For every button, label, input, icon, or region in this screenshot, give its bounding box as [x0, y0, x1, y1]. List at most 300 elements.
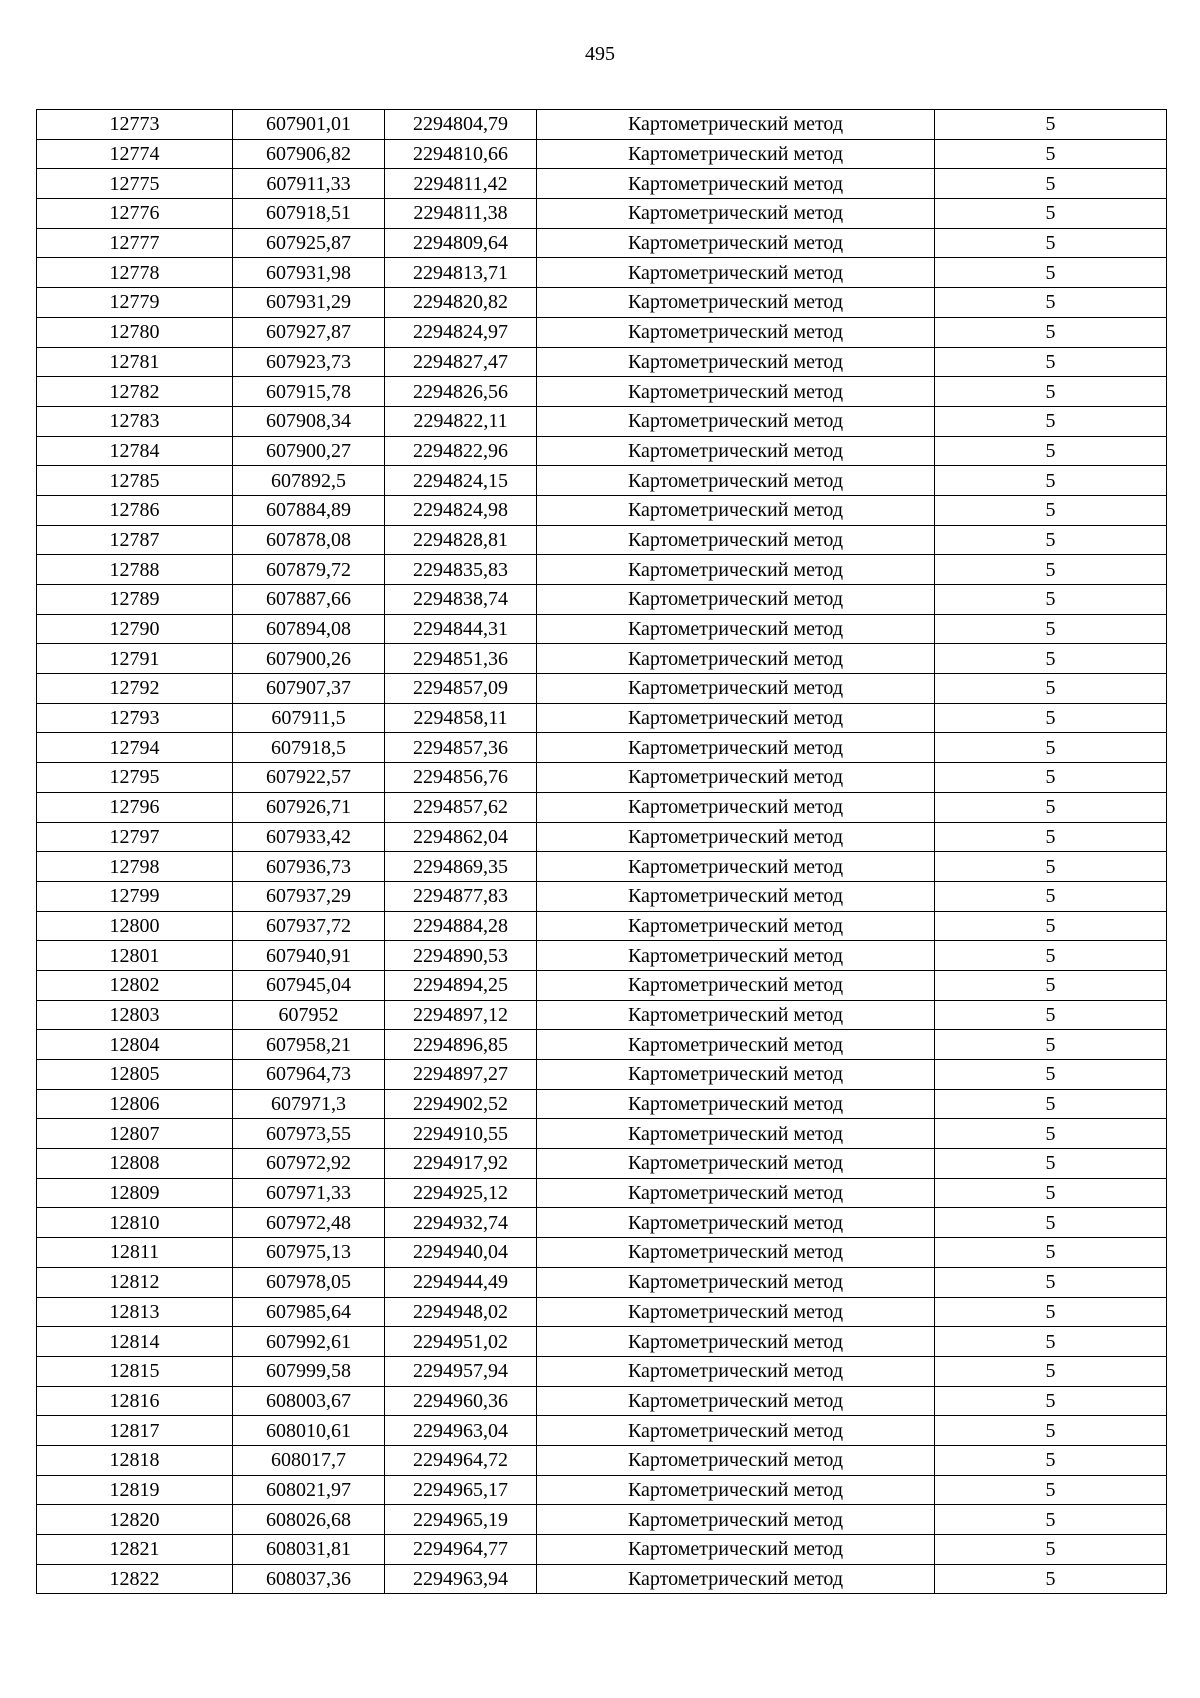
x-coordinate-cell: 607906,82 — [233, 139, 385, 169]
y-coordinate-cell: 2294951,02 — [385, 1327, 537, 1357]
x-coordinate-cell: 607992,61 — [233, 1327, 385, 1357]
x-coordinate-cell: 607958,21 — [233, 1030, 385, 1060]
x-coordinate-cell: 607884,89 — [233, 495, 385, 525]
point-number-cell: 12820 — [37, 1505, 233, 1535]
x-coordinate-cell: 607940,91 — [233, 941, 385, 971]
point-number-cell: 12778 — [37, 258, 233, 288]
x-coordinate-cell: 607971,33 — [233, 1178, 385, 1208]
accuracy-cell: 5 — [935, 317, 1167, 347]
method-cell: Картометрический метод — [537, 1089, 935, 1119]
table-row — [37, 1416, 1167, 1446]
table-row — [37, 1297, 1167, 1327]
y-coordinate-cell: 2294824,97 — [385, 317, 537, 347]
coordinates-table — [36, 109, 1167, 1594]
y-coordinate-cell: 2294963,94 — [385, 1564, 537, 1594]
table-row — [37, 1505, 1167, 1535]
table-row — [37, 1030, 1167, 1060]
y-coordinate-cell: 2294869,35 — [385, 852, 537, 882]
method-cell: Картометрический метод — [537, 1445, 935, 1475]
y-coordinate-cell: 2294932,74 — [385, 1208, 537, 1238]
y-coordinate-cell: 2294827,47 — [385, 347, 537, 377]
x-coordinate-cell: 607971,3 — [233, 1089, 385, 1119]
x-coordinate-cell: 607973,55 — [233, 1119, 385, 1149]
point-number-cell: 12811 — [37, 1238, 233, 1268]
accuracy-cell: 5 — [935, 1178, 1167, 1208]
method-cell: Картометрический метод — [537, 199, 935, 229]
accuracy-cell: 5 — [935, 436, 1167, 466]
x-coordinate-cell: 607878,08 — [233, 525, 385, 555]
y-coordinate-cell: 2294826,56 — [385, 377, 537, 407]
point-number-cell: 12790 — [37, 614, 233, 644]
x-coordinate-cell: 607879,72 — [233, 555, 385, 585]
method-cell: Картометрический метод — [537, 644, 935, 674]
point-number-cell: 12781 — [37, 347, 233, 377]
y-coordinate-cell: 2294890,53 — [385, 941, 537, 971]
table-row — [37, 110, 1167, 140]
accuracy-cell: 5 — [935, 1030, 1167, 1060]
y-coordinate-cell: 2294809,64 — [385, 228, 537, 258]
x-coordinate-cell: 608021,97 — [233, 1475, 385, 1505]
y-coordinate-cell: 2294822,96 — [385, 436, 537, 466]
table-row — [37, 1089, 1167, 1119]
table-row — [37, 881, 1167, 911]
table-row — [37, 1356, 1167, 1386]
table-row — [37, 1535, 1167, 1565]
x-coordinate-cell: 607926,71 — [233, 792, 385, 822]
method-cell: Картометрический метод — [537, 1535, 935, 1565]
point-number-cell: 12807 — [37, 1119, 233, 1149]
accuracy-cell: 5 — [935, 377, 1167, 407]
method-cell: Картометрический метод — [537, 1564, 935, 1594]
table-row — [37, 1445, 1167, 1475]
accuracy-cell: 5 — [935, 585, 1167, 615]
method-cell: Картометрический метод — [537, 1060, 935, 1090]
y-coordinate-cell: 2294957,94 — [385, 1356, 537, 1386]
accuracy-cell: 5 — [935, 525, 1167, 555]
table-row — [37, 1267, 1167, 1297]
table-row — [37, 970, 1167, 1000]
x-coordinate-cell: 607985,64 — [233, 1297, 385, 1327]
point-number-cell: 12788 — [37, 555, 233, 585]
y-coordinate-cell: 2294810,66 — [385, 139, 537, 169]
y-coordinate-cell: 2294804,79 — [385, 110, 537, 140]
accuracy-cell: 5 — [935, 1149, 1167, 1179]
y-coordinate-cell: 2294964,77 — [385, 1535, 537, 1565]
accuracy-cell: 5 — [935, 1208, 1167, 1238]
method-cell: Картометрический метод — [537, 852, 935, 882]
accuracy-cell: 5 — [935, 792, 1167, 822]
table-row — [37, 1119, 1167, 1149]
x-coordinate-cell: 607918,5 — [233, 733, 385, 763]
table-row — [37, 1000, 1167, 1030]
point-number-cell: 12793 — [37, 703, 233, 733]
accuracy-cell: 5 — [935, 881, 1167, 911]
point-number-cell: 12782 — [37, 377, 233, 407]
method-cell: Картометрический метод — [537, 881, 935, 911]
x-coordinate-cell: 607931,98 — [233, 258, 385, 288]
method-cell: Картометрический метод — [537, 674, 935, 704]
point-number-cell: 12779 — [37, 288, 233, 318]
method-cell: Картометрический метод — [537, 1475, 935, 1505]
table-row — [37, 1564, 1167, 1594]
x-coordinate-cell: 607911,5 — [233, 703, 385, 733]
accuracy-cell: 5 — [935, 495, 1167, 525]
point-number-cell: 12815 — [37, 1356, 233, 1386]
x-coordinate-cell: 607911,33 — [233, 169, 385, 199]
point-number-cell: 12814 — [37, 1327, 233, 1357]
accuracy-cell: 5 — [935, 1238, 1167, 1268]
y-coordinate-cell: 2294897,27 — [385, 1060, 537, 1090]
point-number-cell: 12818 — [37, 1445, 233, 1475]
x-coordinate-cell: 608010,61 — [233, 1416, 385, 1446]
method-cell: Картометрический метод — [537, 1297, 935, 1327]
method-cell: Картометрический метод — [537, 288, 935, 318]
point-number-cell: 12791 — [37, 644, 233, 674]
x-coordinate-cell: 607972,92 — [233, 1149, 385, 1179]
method-cell: Картометрический метод — [537, 703, 935, 733]
x-coordinate-cell: 608031,81 — [233, 1535, 385, 1565]
table-row — [37, 1060, 1167, 1090]
point-number-cell: 12810 — [37, 1208, 233, 1238]
x-coordinate-cell: 607923,73 — [233, 347, 385, 377]
accuracy-cell: 5 — [935, 466, 1167, 496]
table-row — [37, 792, 1167, 822]
point-number-cell: 12780 — [37, 317, 233, 347]
accuracy-cell: 5 — [935, 258, 1167, 288]
method-cell: Картометрический метод — [537, 1030, 935, 1060]
accuracy-cell: 5 — [935, 1297, 1167, 1327]
x-coordinate-cell: 608037,36 — [233, 1564, 385, 1594]
y-coordinate-cell: 2294964,72 — [385, 1445, 537, 1475]
table-row — [37, 941, 1167, 971]
x-coordinate-cell: 608017,7 — [233, 1445, 385, 1475]
accuracy-cell: 5 — [935, 941, 1167, 971]
table-row — [37, 585, 1167, 615]
y-coordinate-cell: 2294940,04 — [385, 1238, 537, 1268]
x-coordinate-cell: 607907,37 — [233, 674, 385, 704]
x-coordinate-cell: 607931,29 — [233, 288, 385, 318]
table-row — [37, 555, 1167, 585]
y-coordinate-cell: 2294857,36 — [385, 733, 537, 763]
table-row — [37, 317, 1167, 347]
method-cell: Картометрический метод — [537, 139, 935, 169]
table-row — [37, 1149, 1167, 1179]
method-cell: Картометрический метод — [537, 1327, 935, 1357]
x-coordinate-cell: 607937,72 — [233, 911, 385, 941]
accuracy-cell: 5 — [935, 674, 1167, 704]
method-cell: Картометрический метод — [537, 585, 935, 615]
method-cell: Картометрический метод — [537, 466, 935, 496]
method-cell: Картометрический метод — [537, 228, 935, 258]
point-number-cell: 12798 — [37, 852, 233, 882]
y-coordinate-cell: 2294902,52 — [385, 1089, 537, 1119]
x-coordinate-cell: 607894,08 — [233, 614, 385, 644]
table-row — [37, 495, 1167, 525]
x-coordinate-cell: 607999,58 — [233, 1356, 385, 1386]
point-number-cell: 12786 — [37, 495, 233, 525]
point-number-cell: 12794 — [37, 733, 233, 763]
table-row — [37, 436, 1167, 466]
y-coordinate-cell: 2294944,49 — [385, 1267, 537, 1297]
point-number-cell: 12803 — [37, 1000, 233, 1030]
accuracy-cell: 5 — [935, 733, 1167, 763]
x-coordinate-cell: 607952 — [233, 1000, 385, 1030]
accuracy-cell: 5 — [935, 1475, 1167, 1505]
accuracy-cell: 5 — [935, 614, 1167, 644]
y-coordinate-cell: 2294963,04 — [385, 1416, 537, 1446]
page-number: 495 — [585, 43, 615, 65]
method-cell: Картометрический метод — [537, 555, 935, 585]
point-number-cell: 12799 — [37, 881, 233, 911]
table-row — [37, 644, 1167, 674]
point-number-cell: 12805 — [37, 1060, 233, 1090]
point-number-cell: 12774 — [37, 139, 233, 169]
x-coordinate-cell: 607972,48 — [233, 1208, 385, 1238]
y-coordinate-cell: 2294851,36 — [385, 644, 537, 674]
method-cell: Картометрический метод — [537, 1178, 935, 1208]
x-coordinate-cell: 607915,78 — [233, 377, 385, 407]
method-cell: Картометрический метод — [537, 1267, 935, 1297]
y-coordinate-cell: 2294857,62 — [385, 792, 537, 822]
method-cell: Картометрический метод — [537, 1208, 935, 1238]
table-row — [37, 139, 1167, 169]
x-coordinate-cell: 607887,66 — [233, 585, 385, 615]
point-number-cell: 12796 — [37, 792, 233, 822]
table-row — [37, 377, 1167, 407]
y-coordinate-cell: 2294884,28 — [385, 911, 537, 941]
x-coordinate-cell: 607937,29 — [233, 881, 385, 911]
method-cell: Картометрический метод — [537, 1238, 935, 1268]
x-coordinate-cell: 607975,13 — [233, 1238, 385, 1268]
point-number-cell: 12802 — [37, 970, 233, 1000]
x-coordinate-cell: 607945,04 — [233, 970, 385, 1000]
y-coordinate-cell: 2294813,71 — [385, 258, 537, 288]
x-coordinate-cell: 607927,87 — [233, 317, 385, 347]
point-number-cell: 12819 — [37, 1475, 233, 1505]
y-coordinate-cell: 2294835,83 — [385, 555, 537, 585]
accuracy-cell: 5 — [935, 555, 1167, 585]
accuracy-cell: 5 — [935, 1445, 1167, 1475]
accuracy-cell: 5 — [935, 1267, 1167, 1297]
method-cell: Картометрический метод — [537, 792, 935, 822]
x-coordinate-cell: 607964,73 — [233, 1060, 385, 1090]
method-cell: Картометрический метод — [537, 495, 935, 525]
table-row — [37, 614, 1167, 644]
x-coordinate-cell: 607978,05 — [233, 1267, 385, 1297]
point-number-cell: 12800 — [37, 911, 233, 941]
accuracy-cell: 5 — [935, 703, 1167, 733]
accuracy-cell: 5 — [935, 852, 1167, 882]
table-row — [37, 1238, 1167, 1268]
table-row — [37, 406, 1167, 436]
accuracy-cell: 5 — [935, 288, 1167, 318]
accuracy-cell: 5 — [935, 110, 1167, 140]
point-number-cell: 12822 — [37, 1564, 233, 1594]
y-coordinate-cell: 2294838,74 — [385, 585, 537, 615]
accuracy-cell: 5 — [935, 1089, 1167, 1119]
x-coordinate-cell: 607918,51 — [233, 199, 385, 229]
method-cell: Картометрический метод — [537, 1356, 935, 1386]
method-cell: Картометрический метод — [537, 110, 935, 140]
x-coordinate-cell: 608026,68 — [233, 1505, 385, 1535]
method-cell: Картометрический метод — [537, 822, 935, 852]
method-cell: Картометрический метод — [537, 406, 935, 436]
accuracy-cell: 5 — [935, 139, 1167, 169]
y-coordinate-cell: 2294960,36 — [385, 1386, 537, 1416]
table-row — [37, 822, 1167, 852]
point-number-cell: 12784 — [37, 436, 233, 466]
coordinates-table-body — [37, 110, 1167, 1594]
accuracy-cell: 5 — [935, 1000, 1167, 1030]
x-coordinate-cell: 607892,5 — [233, 466, 385, 496]
method-cell: Картометрический метод — [537, 1149, 935, 1179]
accuracy-cell: 5 — [935, 1505, 1167, 1535]
point-number-cell: 12789 — [37, 585, 233, 615]
table-row — [37, 199, 1167, 229]
point-number-cell: 12777 — [37, 228, 233, 258]
method-cell: Картометрический метод — [537, 317, 935, 347]
table-row — [37, 1386, 1167, 1416]
table-row — [37, 288, 1167, 318]
y-coordinate-cell: 2294877,83 — [385, 881, 537, 911]
accuracy-cell: 5 — [935, 1119, 1167, 1149]
y-coordinate-cell: 2294856,76 — [385, 763, 537, 793]
method-cell: Картометрический метод — [537, 941, 935, 971]
method-cell: Картометрический метод — [537, 1000, 935, 1030]
point-number-cell: 12776 — [37, 199, 233, 229]
y-coordinate-cell: 2294844,31 — [385, 614, 537, 644]
y-coordinate-cell: 2294925,12 — [385, 1178, 537, 1208]
accuracy-cell: 5 — [935, 1564, 1167, 1594]
y-coordinate-cell: 2294811,42 — [385, 169, 537, 199]
method-cell: Картометрический метод — [537, 1416, 935, 1446]
method-cell: Картометрический метод — [537, 436, 935, 466]
x-coordinate-cell: 607900,26 — [233, 644, 385, 674]
point-number-cell: 12817 — [37, 1416, 233, 1446]
x-coordinate-cell: 607901,01 — [233, 110, 385, 140]
accuracy-cell: 5 — [935, 1356, 1167, 1386]
method-cell: Картометрический метод — [537, 347, 935, 377]
point-number-cell: 12775 — [37, 169, 233, 199]
point-number-cell: 12783 — [37, 406, 233, 436]
point-number-cell: 12785 — [37, 466, 233, 496]
method-cell: Картометрический метод — [537, 1386, 935, 1416]
y-coordinate-cell: 2294824,98 — [385, 495, 537, 525]
x-coordinate-cell: 607922,57 — [233, 763, 385, 793]
table-row — [37, 1475, 1167, 1505]
point-number-cell: 12806 — [37, 1089, 233, 1119]
x-coordinate-cell: 607925,87 — [233, 228, 385, 258]
method-cell: Картометрический метод — [537, 614, 935, 644]
table-row — [37, 763, 1167, 793]
accuracy-cell: 5 — [935, 822, 1167, 852]
y-coordinate-cell: 2294897,12 — [385, 1000, 537, 1030]
accuracy-cell: 5 — [935, 199, 1167, 229]
point-number-cell: 12804 — [37, 1030, 233, 1060]
y-coordinate-cell: 2294910,55 — [385, 1119, 537, 1149]
method-cell: Картометрический метод — [537, 733, 935, 763]
accuracy-cell: 5 — [935, 1416, 1167, 1446]
accuracy-cell: 5 — [935, 406, 1167, 436]
table-row — [37, 1327, 1167, 1357]
accuracy-cell: 5 — [935, 911, 1167, 941]
table-row — [37, 733, 1167, 763]
point-number-cell: 12801 — [37, 941, 233, 971]
method-cell: Картометрический метод — [537, 911, 935, 941]
y-coordinate-cell: 2294896,85 — [385, 1030, 537, 1060]
x-coordinate-cell: 607933,42 — [233, 822, 385, 852]
accuracy-cell: 5 — [935, 169, 1167, 199]
point-number-cell: 12773 — [37, 110, 233, 140]
point-number-cell: 12808 — [37, 1149, 233, 1179]
accuracy-cell: 5 — [935, 1060, 1167, 1090]
point-number-cell: 12812 — [37, 1267, 233, 1297]
y-coordinate-cell: 2294948,02 — [385, 1297, 537, 1327]
accuracy-cell: 5 — [935, 347, 1167, 377]
table-row — [37, 674, 1167, 704]
table-row — [37, 703, 1167, 733]
y-coordinate-cell: 2294862,04 — [385, 822, 537, 852]
table-row — [37, 911, 1167, 941]
method-cell: Картометрический метод — [537, 169, 935, 199]
table-row — [37, 169, 1167, 199]
point-number-cell: 12813 — [37, 1297, 233, 1327]
y-coordinate-cell: 2294917,92 — [385, 1149, 537, 1179]
y-coordinate-cell: 2294965,19 — [385, 1505, 537, 1535]
method-cell: Картометрический метод — [537, 1119, 935, 1149]
point-number-cell: 12795 — [37, 763, 233, 793]
point-number-cell: 12809 — [37, 1178, 233, 1208]
table-row — [37, 525, 1167, 555]
method-cell: Картометрический метод — [537, 1505, 935, 1535]
accuracy-cell: 5 — [935, 1535, 1167, 1565]
accuracy-cell: 5 — [935, 1386, 1167, 1416]
y-coordinate-cell: 2294822,11 — [385, 406, 537, 436]
y-coordinate-cell: 2294857,09 — [385, 674, 537, 704]
method-cell: Картометрический метод — [537, 377, 935, 407]
x-coordinate-cell: 607908,34 — [233, 406, 385, 436]
x-coordinate-cell: 607936,73 — [233, 852, 385, 882]
y-coordinate-cell: 2294858,11 — [385, 703, 537, 733]
y-coordinate-cell: 2294824,15 — [385, 466, 537, 496]
table-row — [37, 258, 1167, 288]
accuracy-cell: 5 — [935, 970, 1167, 1000]
table-row — [37, 852, 1167, 882]
x-coordinate-cell: 607900,27 — [233, 436, 385, 466]
y-coordinate-cell: 2294965,17 — [385, 1475, 537, 1505]
point-number-cell: 12797 — [37, 822, 233, 852]
point-number-cell: 12821 — [37, 1535, 233, 1565]
table-row — [37, 1178, 1167, 1208]
accuracy-cell: 5 — [935, 763, 1167, 793]
accuracy-cell: 5 — [935, 644, 1167, 674]
y-coordinate-cell: 2294828,81 — [385, 525, 537, 555]
table-row — [37, 1208, 1167, 1238]
method-cell: Картометрический метод — [537, 970, 935, 1000]
point-number-cell: 12787 — [37, 525, 233, 555]
accuracy-cell: 5 — [935, 1327, 1167, 1357]
method-cell: Картометрический метод — [537, 525, 935, 555]
y-coordinate-cell: 2294811,38 — [385, 199, 537, 229]
y-coordinate-cell: 2294820,82 — [385, 288, 537, 318]
table-row — [37, 466, 1167, 496]
table-row — [37, 228, 1167, 258]
point-number-cell: 12792 — [37, 674, 233, 704]
method-cell: Картометрический метод — [537, 258, 935, 288]
x-coordinate-cell: 608003,67 — [233, 1386, 385, 1416]
accuracy-cell: 5 — [935, 228, 1167, 258]
method-cell: Картометрический метод — [537, 763, 935, 793]
